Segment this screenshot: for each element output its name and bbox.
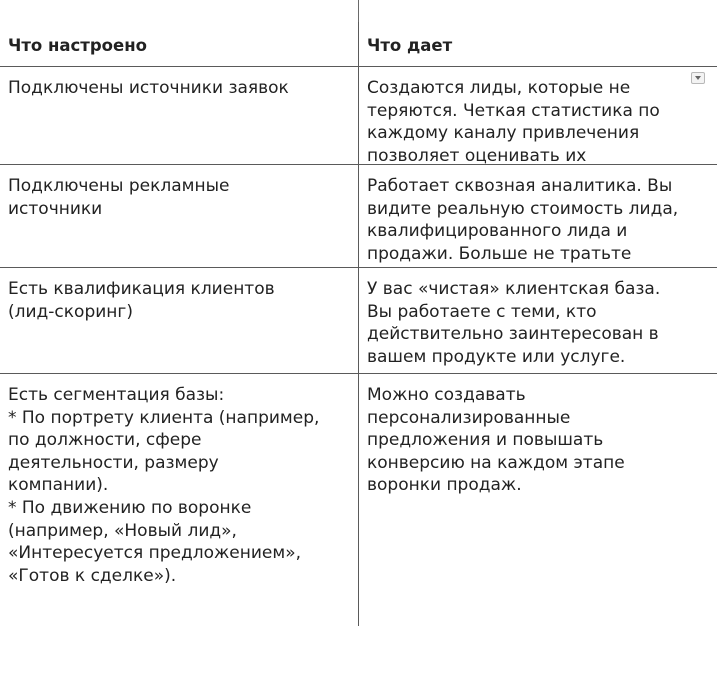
result-cell[interactable]: Создаются лиды, которые не теряются. Четкая статистика по каждому каналу привлечения позволяет оценивать их bbox=[367, 78, 660, 164]
setup-cell: Подключены источники заявок bbox=[0, 67, 359, 164]
column-divider-top bbox=[358, 0, 359, 22]
table-header-row bbox=[0, 22, 717, 67]
result-cell: У вас «чистая» клиентская база. Вы работаете с теми, кто действительно заинтересован в вашем продукте или услуге. bbox=[367, 279, 661, 367]
comparison-table bbox=[0, 22, 717, 626]
cell-dropdown-icon[interactable] bbox=[691, 72, 705, 84]
result-cell: Можно создавать персонализированные предложения и повышать конверсию на каждом этапе воронки продаж. bbox=[367, 385, 625, 496]
header-what-it-gives: Что дает bbox=[367, 36, 453, 55]
setup-cell: Есть квалификация клиентов (лид-скоринг) bbox=[0, 268, 359, 373]
table-row bbox=[0, 165, 717, 268]
header-what-configured: Что настроено bbox=[0, 22, 359, 66]
table-row bbox=[0, 268, 717, 374]
setup-cell: Подключены рекламные источники bbox=[0, 165, 359, 267]
table-row bbox=[0, 374, 717, 626]
result-cell: Работает сквозная аналитика. Вы видите реальную стоимость лида, квалифицированного лида и продажи. Больше не тратьте bbox=[367, 176, 679, 264]
setup-cell: Есть сегментация базы: * По портрету клиента (например, по должности, сфере деятельности, размеру компании). * По движению по воронке (например, «Новый лид», «Интересуется предложением», «Готов к сделке»). bbox=[0, 374, 359, 626]
table-row bbox=[0, 67, 717, 165]
